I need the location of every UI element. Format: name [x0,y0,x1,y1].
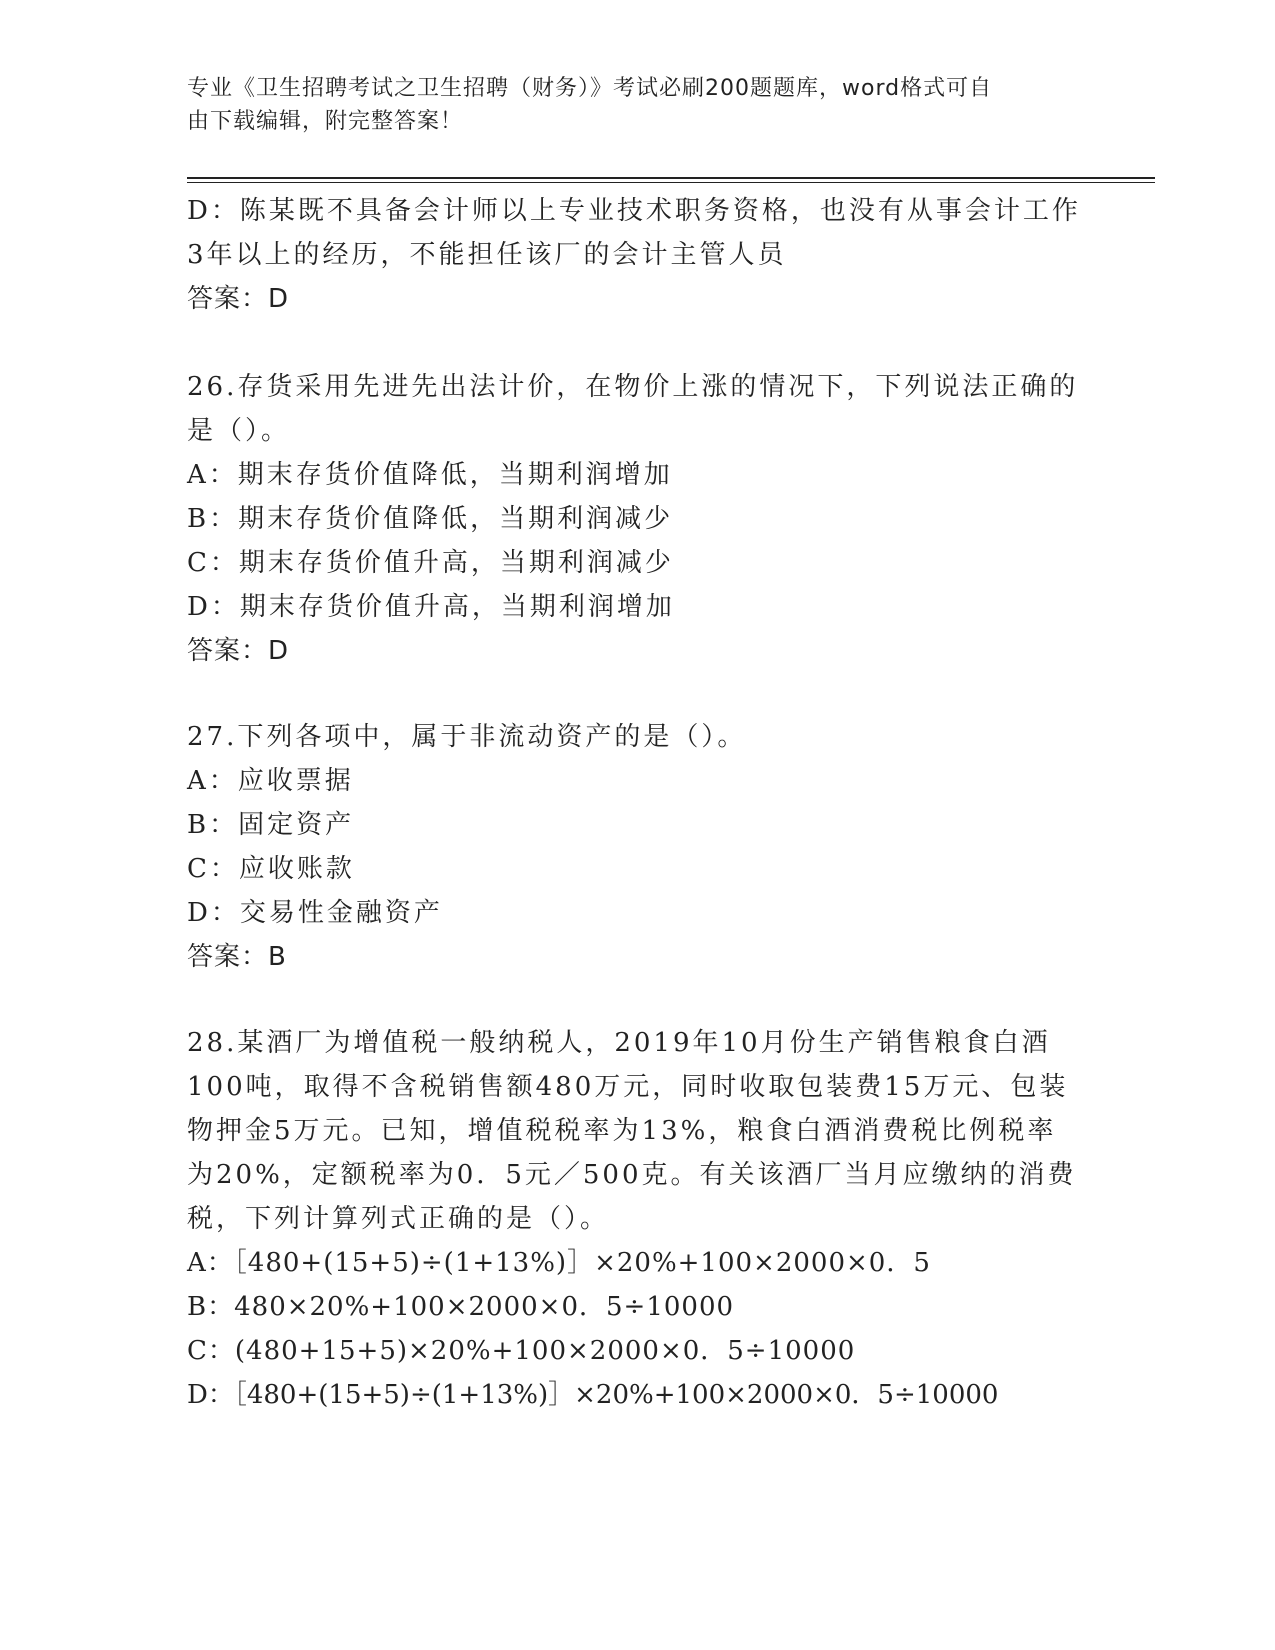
q28-option-b: B：480×20%+100×2000×0．5÷10000 [187,1292,735,1322]
q27-option-c: C：应收账款 [187,854,355,884]
q26-stem-line-1: 26.存货采用先进先出法计价，在物价上涨的情况下，下列说法正确的 [187,372,1079,402]
q25-option-d-line-1: D：陈某既不具备会计师以上专业技术职务资格，也没有从事会计工作 [187,196,1081,226]
q27-stem: 27.下列各项中，属于非流动资产的是（）。 [187,722,747,752]
header-line-2: 由下载编辑，附完整答案！ [187,109,464,134]
header-line-1: 专业《卫生招聘考试之卫生招聘（财务）》考试必刷200题题库，word格式可自 [187,76,993,101]
q28-stem-line-4: 为20%，定额税率为0．5元／500克。有关该酒厂当月应缴纳的消费 [187,1160,1077,1190]
q28-stem-line-5: 税，下列计算列式正确的是（）。 [187,1204,610,1234]
q26-stem-line-2: 是（）。 [187,416,291,446]
q26-option-a: A：期末存货价值降低，当期利润增加 [187,460,673,490]
q27-option-d: D：交易性金融资产 [187,898,443,928]
document-header [187,72,1067,138]
q28-option-a: A：［480+(15+5)÷(1+13%)］×20%+100×2000×0．5 [187,1248,931,1278]
q27-option-a: A：应收票据 [187,766,354,796]
q26-answer: 答案：D [187,636,290,666]
q28-option-d: D：［480+(15+5)÷(1+13%)］×20%+100×2000×0．5÷10000 [187,1380,999,1410]
q27-answer: 答案：B [187,942,287,972]
header-rule-thick [187,177,1155,179]
q25-option-d-line-2: 3年以上的经历，不能担任该厂的会计主管人员 [187,240,787,270]
q26-option-d: D：期末存货价值升高，当期利润增加 [187,592,675,622]
q28-option-c: C：(480+15+5)×20%+100×2000×0．5÷10000 [187,1336,856,1366]
q28-stem-line-1: 28.某酒厂为增值税一般纳税人，2019年10月份生产销售粮食白酒 [187,1028,1051,1058]
q27-option-b: B：固定资产 [187,810,355,840]
q28-stem-line-2: 100吨，取得不含税销售额480万元，同时收取包装费15万元、包装 [187,1072,1069,1102]
q26-option-c: C：期末存货价值升高，当期利润减少 [187,548,674,578]
q26-option-b: B：期末存货价值降低，当期利润减少 [187,504,674,534]
q28-stem-line-3: 物押金5万元。已知，增值税税率为13%，粮食白酒消费税比例税率 [187,1116,1057,1146]
header-rule-thin [187,182,1155,183]
q25-answer: 答案：D [187,284,290,314]
